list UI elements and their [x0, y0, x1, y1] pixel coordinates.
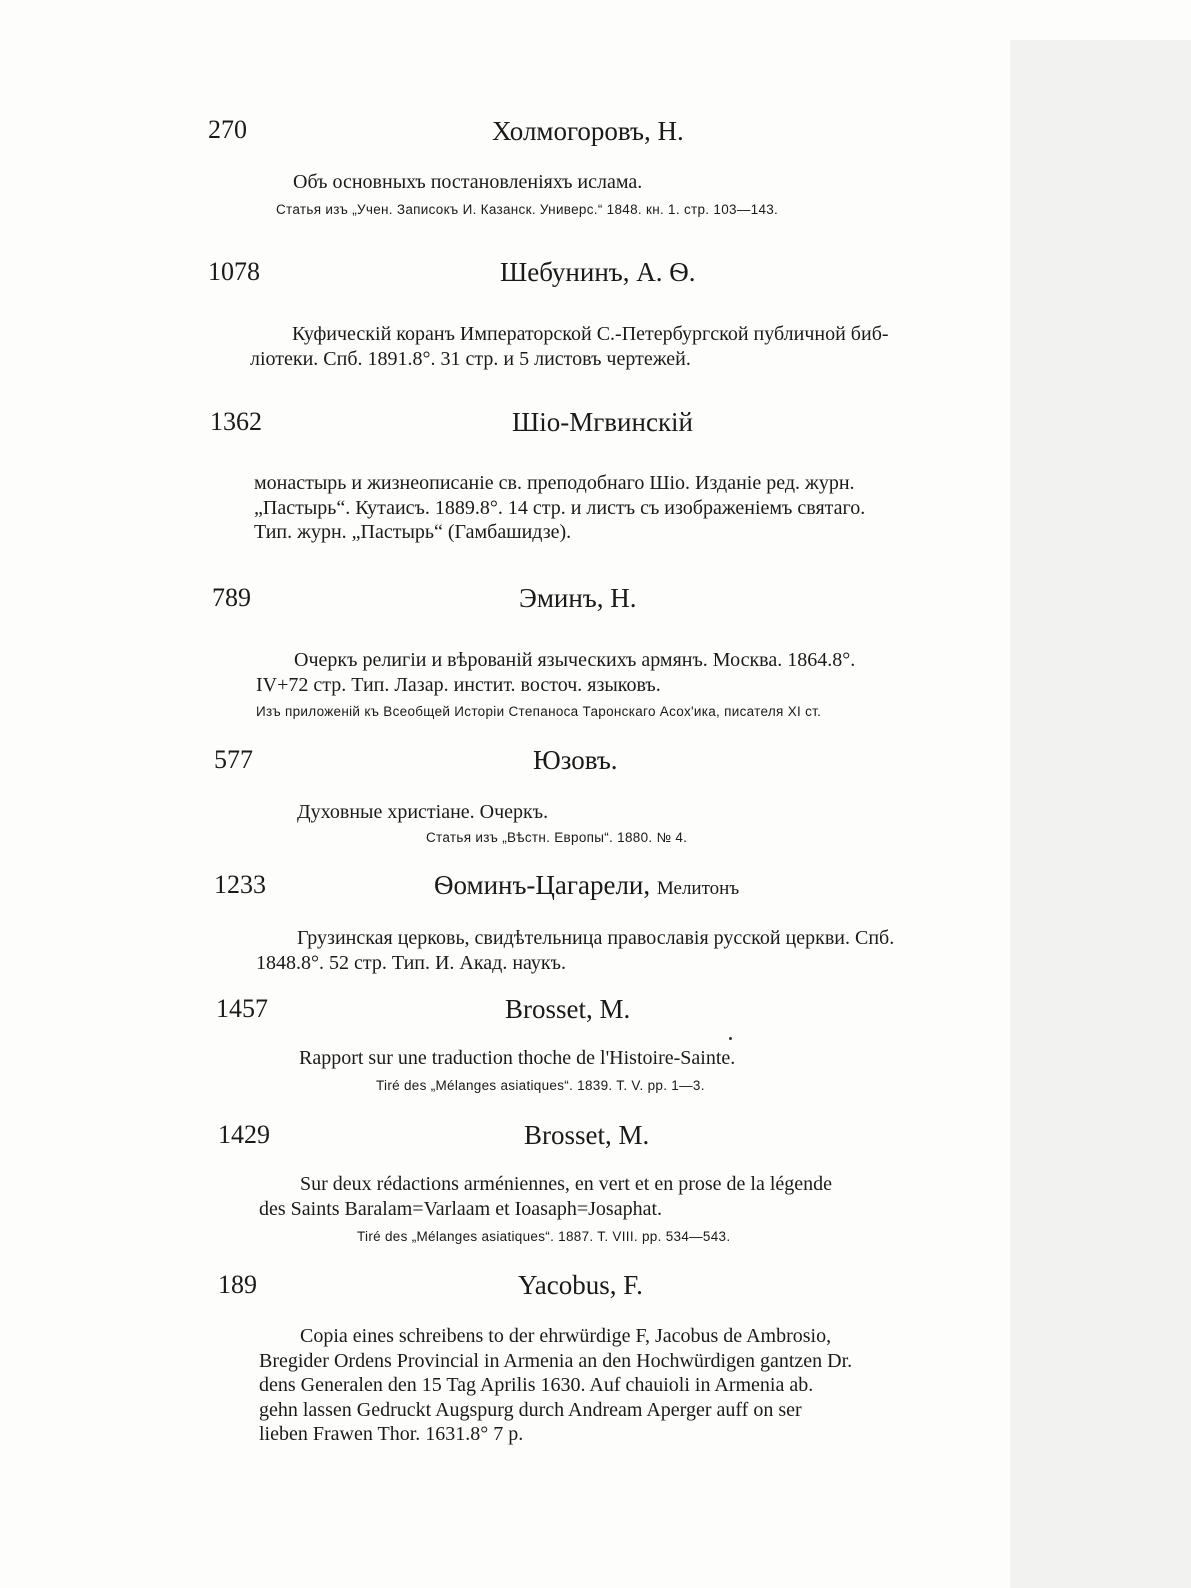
entry-line: Тип. журн. „Пастырь“ (Гамбашидзе).: [254, 521, 572, 543]
entry-line: 1848.8°. 52 стр. Тип. И. Акад. наукъ.: [256, 951, 566, 974]
entry-author: Эминъ, Н.: [519, 583, 637, 613]
entry-line: IV+72 стр. Тип. Лазар. инстит. восточ. языковъ.: [256, 673, 661, 696]
entry-line: Rapport sur une traduction thoche de l'Histoire-Sainte.: [299, 1047, 736, 1069]
page-number: 270: [208, 115, 247, 144]
entry-line: Куфическій коранъ Императорской С.-Петербургской публичной биб-: [292, 323, 889, 345]
first-entry-text: Объ основныхъ постановленіяхъ ислама.: [293, 171, 643, 193]
entry-author: Юзовъ.: [533, 745, 618, 775]
entry-line: ліотеки. Спб. 1891.8°. 31 стр. и 5 листовъ чертежей.: [250, 347, 691, 370]
entry-number: 789: [212, 583, 251, 612]
first-entry-note: Статья изъ „Учен. Записокъ И. Казанск. Универс.“ 1848. кн. 1. стр. 103—143.: [276, 202, 779, 217]
entry-number: 189: [218, 1270, 257, 1299]
entry-description: [297, 800, 897, 825]
entry-author-given: Мелитонъ: [656, 878, 740, 899]
entry-number: 577: [214, 745, 253, 774]
entry-number: 1078: [208, 257, 260, 286]
entry-author-surname: Ѳоминъ-Цагарели,: [434, 870, 651, 900]
entry-line: „Пастырь“. Кутаисъ. 1889.8°. 14 стр. и листъ съ изображеніемъ святаго.: [254, 496, 866, 519]
entry-author: Шебунинъ, А. Ѳ.: [500, 257, 696, 287]
entry-line: Bregider Ordens Provincial in Armenia an den Hochwürdigen gantzen Dr.: [259, 1349, 853, 1372]
entry-line: Очеркъ религіи и вѣрованій языческихъ армянъ. Москва. 1864.8°.: [294, 649, 856, 671]
entry-description: [259, 1172, 919, 1221]
entry-number: 1457: [216, 994, 268, 1023]
print-speck: [729, 1037, 732, 1040]
entry-number: 1362: [210, 407, 262, 436]
entry-note: Tiré des „Mélanges asiatiques“. 1887. T. VIII. pp. 534—543.: [357, 1229, 731, 1244]
entry-author: Шіо-Мгвинскій: [512, 407, 694, 437]
entry-number: 1429: [218, 1120, 270, 1149]
entry-author: Brosset, M.: [524, 1120, 650, 1150]
entry-description: [256, 648, 906, 697]
entry-description: [250, 322, 900, 371]
entry-line: dens Generalen den 15 Tag Aprilis 1630. Auf chauioli in Armenia ab.: [259, 1374, 814, 1396]
entry-description: [256, 926, 916, 975]
entry-author: Yacobus, F.: [518, 1270, 643, 1300]
scan-shadow: [1010, 40, 1191, 1588]
entry-line: gehn lassen Gedruckt Augspurg durch Andream Aperger auff on ser: [259, 1398, 802, 1421]
entry-line: Духовные христіане. Очеркъ.: [297, 801, 549, 823]
entry-note: Статья изъ „Вѣстн. Европы“. 1880. № 4.: [426, 830, 688, 845]
entry-line: Sur deux rédactions arméniennes, en vert et en prose de la légende: [300, 1173, 833, 1195]
entry-author: [434, 870, 739, 901]
entry-line: Грузинская церковь, свидѣтельница православія русской церкви. Спб.: [297, 927, 895, 949]
entry-number: 1233: [214, 870, 266, 899]
entry-line: des Saints Baralam=Varlaam et Ioasaph=Josaphat.: [259, 1197, 662, 1220]
entry-description: [299, 1046, 899, 1071]
running-head: Холмогоровъ, Н.: [492, 116, 684, 146]
entry-note: Изъ приложеній къ Всеобщей Исторіи Степаноса Таронскаго Асох'ика, писателя XI ст.: [256, 704, 822, 719]
entry-note: Tiré des „Mélanges asiatiques“. 1839. T. V. pp. 1—3.: [376, 1078, 705, 1093]
entry-description: [259, 1324, 919, 1447]
entry-line: Copia eines schreibens to der ehrwürdige F, Jacobus de Ambrosio,: [300, 1325, 832, 1347]
entry-line: lieben Frawen Thor. 1631.8° 7 p.: [259, 1423, 524, 1445]
entry-description: [254, 471, 904, 545]
entry-line: монастырь и жизнеописаніе св. преподобнаго Шіо. Изданіе ред. журн.: [254, 472, 855, 494]
entry-author: Brosset, M.: [505, 994, 631, 1024]
